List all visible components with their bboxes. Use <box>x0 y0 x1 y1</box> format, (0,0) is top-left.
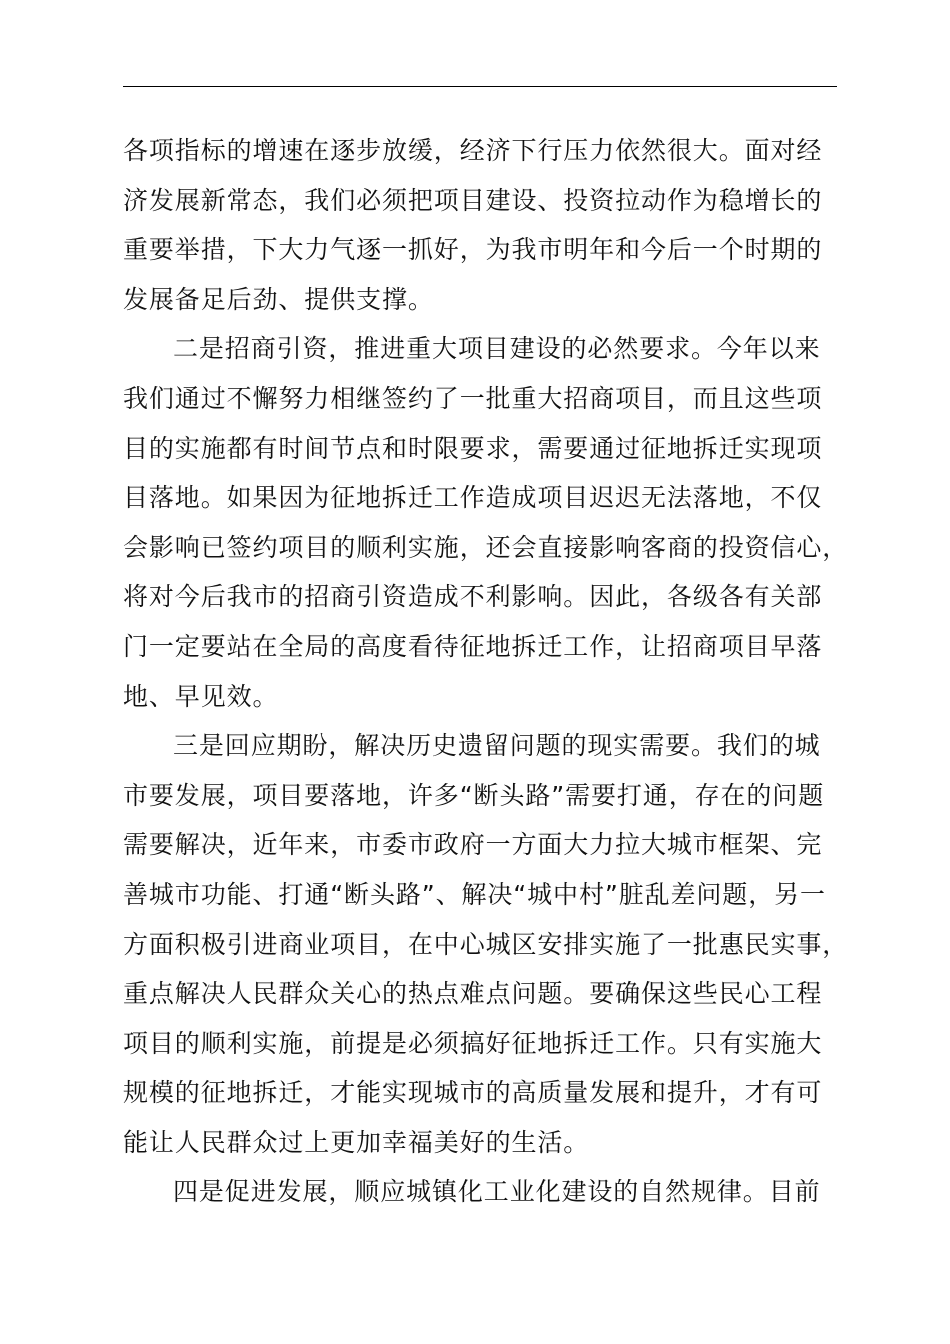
text-line: 地、早见效。 <box>123 681 279 711</box>
text-line: 门一定要站在全局的高度看待征地拆迁工作，让招商项目早落 <box>123 631 823 661</box>
header-rule <box>123 86 837 87</box>
paragraph-point-three <box>123 721 863 1167</box>
text-line: 需要解决，近年来，市委市政府一方面大力拉大城市框架、完 <box>123 830 823 860</box>
text-line: 二是招商引资，推进重大项目建设的必然要求。今年以来 <box>173 334 821 364</box>
document-body <box>123 126 863 1217</box>
text-line: 项目的顺利实施，前提是必须搞好征地拆迁工作。只有实施大 <box>123 1028 823 1058</box>
text-line: 四是促进发展，顺应城镇化工业化建设的自然规律。目前 <box>173 1177 821 1207</box>
text-line: 市要发展，项目要落地，许多“断头路”需要打通，存在的问题 <box>123 780 825 810</box>
text-line: 规模的征地拆迁，才能实现城市的高质量发展和提升，才有可 <box>123 1078 823 1108</box>
text-line: 会影响已签约项目的顺利实施，还会直接影响客商的投资信心， <box>123 532 849 562</box>
text-line: 方面积极引进商业项目，在中心城区安排实施了一批惠民实事， <box>123 929 849 959</box>
text-line: 发展备足后劲、提供支撑。 <box>123 284 434 314</box>
text-line: 三是回应期盼，解决历史遗留问题的现实需要。我们的城 <box>173 731 821 761</box>
text-line: 目的实施都有时间节点和时限要求，需要通过征地拆迁实现项 <box>123 433 823 463</box>
text-line: 能让人民群众过上更加幸福美好的生活。 <box>123 1127 590 1157</box>
paragraph-point-two <box>123 324 863 721</box>
paragraph-intro-continuation <box>123 126 863 324</box>
text-line: 重要举措，下大力气逐一抓好，为我市明年和今后一个时期的 <box>123 235 823 265</box>
text-line: 济发展新常态，我们必须把项目建设、投资拉动作为稳增长的 <box>123 185 823 215</box>
paragraph-point-four <box>123 1167 863 1217</box>
text-line: 将对今后我市的招商引资造成不利影响。因此，各级各有关部 <box>123 582 823 612</box>
text-line: 目落地。如果因为征地拆迁工作造成项目迟迟无法落地，不仅 <box>123 483 823 513</box>
text-line: 各项指标的增速在逐步放缓，经济下行压力依然很大。面对经 <box>123 136 823 165</box>
text-line: 我们通过不懈努力相继签约了一批重大招商项目，而且这些项 <box>123 383 823 413</box>
text-line: 善城市功能、打通“断头路”、解决“城中村”脏乱差问题，另一 <box>123 879 826 909</box>
text-line: 重点解决人民群众关心的热点难点问题。要确保这些民心工程 <box>123 979 823 1009</box>
